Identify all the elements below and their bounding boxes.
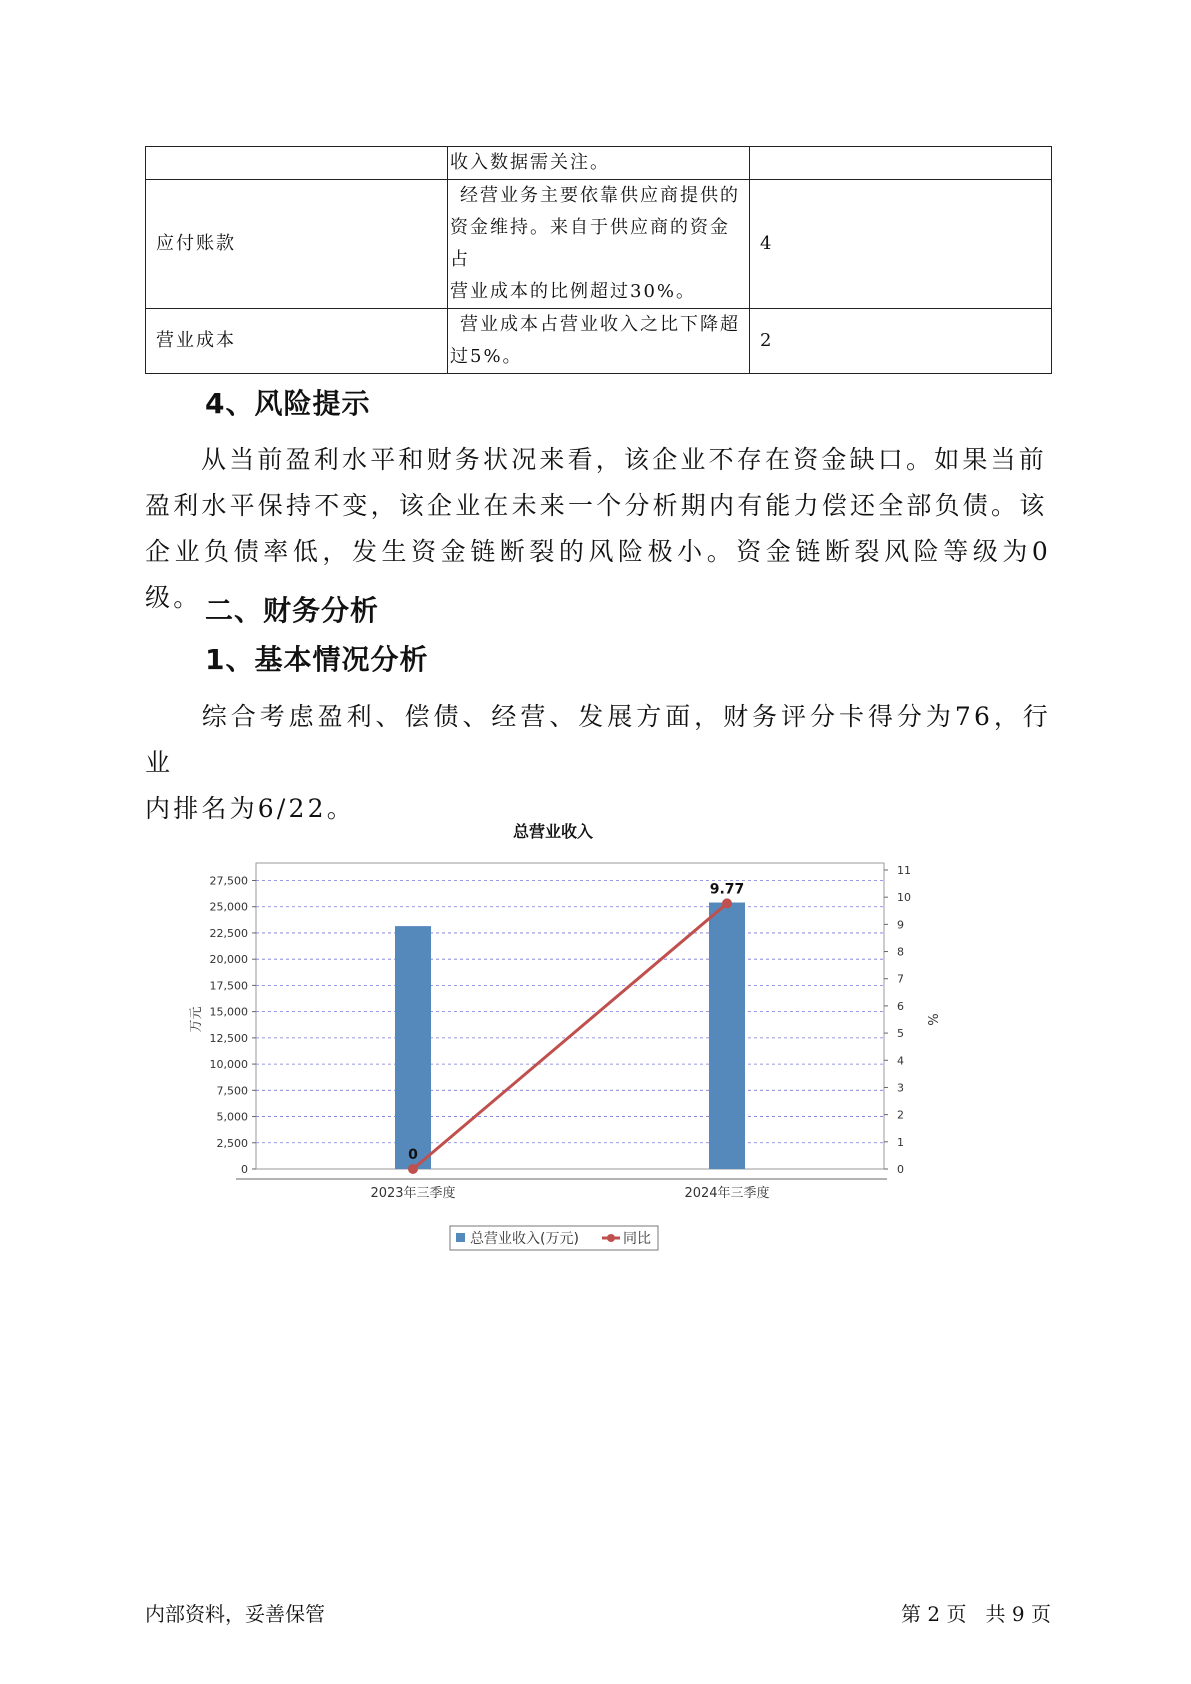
y-tick-label: 25,000 (209, 900, 248, 914)
legend-line-marker (607, 1234, 615, 1242)
desc-line: 经营业务主要依靠供应商提供的 (460, 185, 740, 206)
yoy-data-label: 0 (408, 1147, 418, 1163)
table-cell-score: 4 (750, 180, 1052, 309)
risk-table (145, 146, 1052, 374)
y-tick-label: 12,500 (209, 1031, 248, 1045)
revenue-chart-svg (180, 808, 1040, 1278)
risk-heading: 4、风险提示 (205, 387, 371, 420)
y2-axis-title: % (924, 1013, 939, 1026)
bar (709, 903, 745, 1169)
footer-left: 内部资料，妥善保管 (145, 1602, 325, 1626)
y-tick-label: 20,000 (209, 953, 248, 967)
table-cell-desc (448, 309, 750, 374)
y2-tick-label: 3 (897, 1081, 904, 1095)
yoy-line (413, 903, 727, 1169)
y-tick-label: 5,000 (216, 1110, 248, 1124)
yoy-point (408, 1164, 418, 1174)
table-row (146, 180, 1052, 309)
footer-page-number: 第 2 页 共 9 页 (901, 1602, 1051, 1626)
y2-tick-label: 5 (897, 1027, 904, 1041)
table-cell-score (750, 147, 1052, 180)
table-cell-score: 2 (750, 309, 1052, 374)
legend-bar-label: 总营业收入(万元) (470, 1231, 579, 1247)
legend-line-label: 同比 (623, 1231, 651, 1247)
y2-tick-label: 0 (897, 1163, 904, 1176)
paragraph-line: 综合考虑盈利、偿债、经营、发展方面，财务评分卡得分为76，行业 (145, 702, 1051, 777)
desc-line: 营业成本占营业收入之比下降超 (460, 314, 740, 335)
chart-title: 总营业收入 (512, 822, 594, 841)
table-cell-item: 营业成本 (146, 309, 448, 374)
paragraph-line: 企业负债率低，发生资金链断裂的风险极小。资金链断裂风险等级为0级。 (145, 537, 1051, 612)
x-tick-label: 2024年三季度 (684, 1186, 770, 1201)
y2-tick-label: 2 (897, 1108, 904, 1122)
y-tick-label: 7,500 (216, 1084, 248, 1098)
x-tick-label: 2023年三季度 (370, 1186, 456, 1201)
desc-line: 资金维持。来自于供应商的资金占 (450, 217, 730, 270)
y-tick-label: 0 (241, 1163, 248, 1176)
y-tick-label: 10,000 (209, 1058, 248, 1072)
y2-tick-label: 4 (897, 1054, 904, 1068)
bar (395, 926, 431, 1169)
y-tick-label: 15,000 (209, 1005, 248, 1019)
paragraph-line: 从当前盈利水平和财务状况来看，该企业不存在资金缺口。如果当前 (201, 445, 1048, 474)
table-cell-desc: 收入数据需关注。 (448, 147, 750, 180)
y2-tick-label: 8 (897, 945, 904, 959)
finance-heading: 二、财务分析 (205, 594, 380, 627)
y2-tick-label: 6 (897, 999, 904, 1013)
desc-line: 过5%。 (450, 346, 523, 367)
desc-line: 营业成本的比例超过30%。 (450, 281, 697, 302)
y2-tick-label: 7 (897, 972, 904, 986)
revenue-chart (180, 808, 1040, 1278)
table-cell-item (146, 147, 448, 180)
paragraph-line: 盈利水平保持不变，该企业在未来一个分析期内有能力偿还全部负债。该 (145, 491, 1048, 520)
y-tick-label: 27,500 (209, 874, 248, 888)
y-tick-label: 2,500 (216, 1136, 248, 1150)
y2-tick-label: 1 (897, 1135, 904, 1149)
y-axis-title: 万元 (189, 1006, 204, 1033)
y2-tick-label: 10 (897, 891, 911, 905)
yoy-data-label: 9.77 (709, 881, 745, 898)
y-tick-label: 22,500 (209, 926, 248, 940)
legend-bar-swatch (456, 1233, 465, 1242)
basic-analysis-heading: 1、基本情况分析 (205, 643, 429, 676)
table-cell-item: 应付账款 (146, 180, 448, 309)
y2-tick-label: 11 (897, 864, 911, 877)
plot-area (256, 863, 884, 1169)
paragraph-line: 内排名为6/22。 (145, 794, 355, 823)
table-row (146, 309, 1052, 374)
y-tick-label: 17,500 (209, 979, 248, 993)
yoy-point (722, 898, 732, 908)
table-cell-desc (448, 180, 750, 309)
table-row (146, 147, 1052, 180)
y2-tick-label: 9 (897, 918, 904, 932)
